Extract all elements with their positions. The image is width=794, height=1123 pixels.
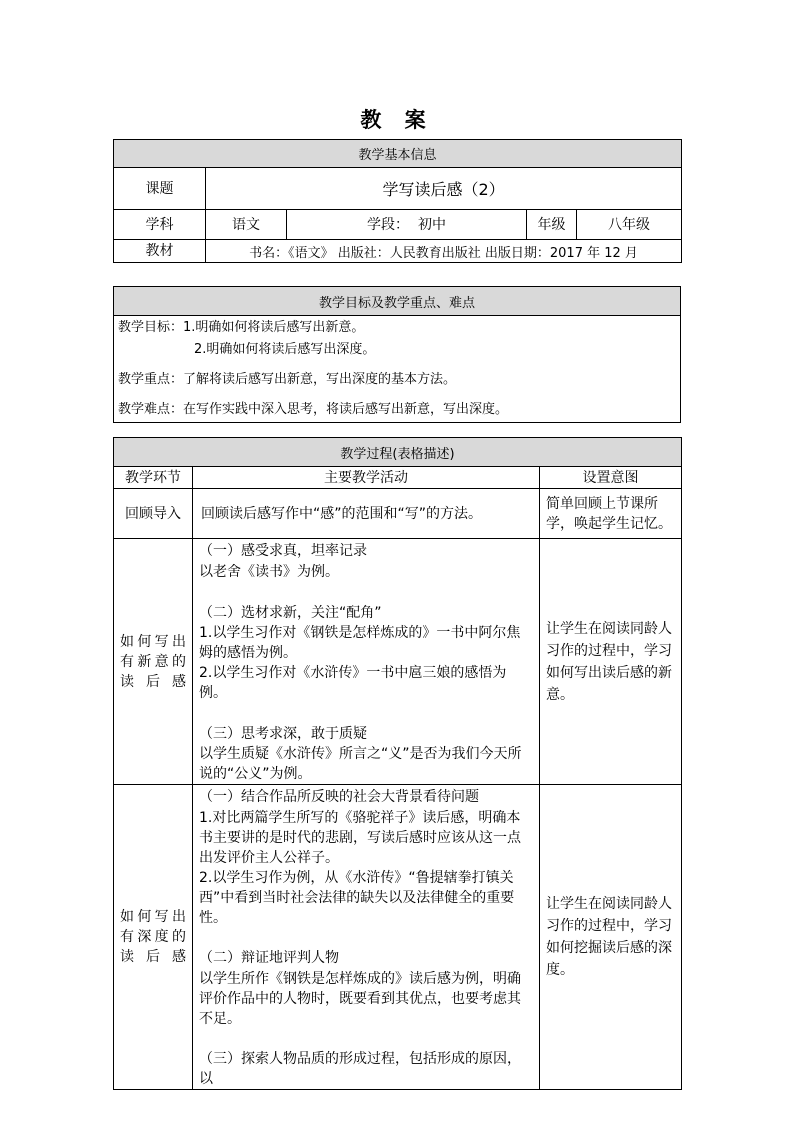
subject-value: 语文 xyxy=(206,210,287,240)
col-intent-header: 设置意图 xyxy=(540,467,682,489)
activity-line: 1.对比两篇学生所写的《骆驼祥子》读后感，明确本书主要讲的是时代的悲剧，写读后感时应该从这一点出发评价主人公祥子。 xyxy=(199,809,521,866)
activity-line: 2.以学生习作为例，从《水浒传》“鲁提辖拳打镇关西”中看到当时社会法律的缺失以及法律健全的重要性。 xyxy=(199,869,515,926)
activity-line: （三）思考求深，敢于质疑 xyxy=(199,725,367,742)
activity-cell: 回顾读后感写作中“感”的范围和“写”的方法。 xyxy=(193,489,540,539)
activity-line: 以老舍《读书》为例。 xyxy=(199,563,339,580)
key-point-line: 教学重点：了解将读后感写出新意，写出深度的基本方法。 xyxy=(118,372,457,387)
subject-label: 学科 xyxy=(114,210,206,240)
activity-line: （三）探索人物品质的形成过程，包括形成的原因，以 xyxy=(199,1051,521,1087)
activity-line xyxy=(199,703,531,724)
table-row xyxy=(114,489,682,539)
activity-line: （二）辩证地评判人物 xyxy=(199,950,339,966)
textbook-label: 教材 xyxy=(114,240,206,263)
activity-line: 2.以学生习作对《水浒传》一书中扈三娘的感悟为例。 xyxy=(199,665,507,701)
intent-cell: 简单回顾上节课所学，唤起学生记忆。 xyxy=(540,489,682,539)
col-activity-header: 主要教学活动 xyxy=(193,467,540,489)
activity-line xyxy=(199,582,531,603)
process-table xyxy=(113,437,682,1090)
activity-line xyxy=(199,928,531,949)
table-row xyxy=(114,785,682,1090)
intent-cell: 让学生在阅读同龄人习作的过程中，学习如何挖掘读后感的深度。 xyxy=(540,785,682,1090)
basic-info-header: 教学基本信息 xyxy=(114,140,682,168)
intent-cell: 让学生在阅读同龄人习作的过程中，学习如何写出读后感的新意。 xyxy=(540,539,682,785)
activity-cell xyxy=(193,539,540,785)
activity-cell xyxy=(193,785,540,1090)
objective-line-2: 2.明确如何将读后感写出深度。 xyxy=(194,342,376,357)
basic-info-table xyxy=(113,139,682,263)
activity-line: 以学生质疑《水浒传》所言之“义”是否为我们今天所说的“公义”为例。 xyxy=(199,746,522,782)
goals-header: 教学目标及教学重点、难点 xyxy=(114,287,681,316)
topic-value: 学写读后感（2） xyxy=(206,168,682,210)
document-title: 教 案 xyxy=(360,108,434,132)
textbook-value: 书名：《语文》 出版社：人民教育出版社 出版日期：2017 年 12 月 xyxy=(206,240,682,263)
goals-table xyxy=(113,286,681,423)
activity-line: （二）选材求新，关注“配角” xyxy=(199,604,382,621)
stage-value: 初中 xyxy=(417,216,446,233)
topic-label: 课题 xyxy=(114,168,206,210)
objective-line-1: 教学目标：1.明确如何将读后感写出新意。 xyxy=(118,320,365,335)
col-stage-header: 教学环节 xyxy=(114,467,193,489)
goals-content xyxy=(114,316,681,423)
stage-cell: 如何写出有深度的读后感 xyxy=(114,785,193,1090)
difficulty-line: 教学难点：在写作实践中深入思考，将读后感写出新意，写出深度。 xyxy=(118,402,509,417)
activity-line: （一）感受求真，坦率记录 xyxy=(199,543,367,559)
table-row xyxy=(114,539,682,785)
activity-line xyxy=(199,1029,531,1050)
stage-cell: 如何写出有新意的读后感 xyxy=(114,539,193,785)
stage-label: 学段： xyxy=(367,216,410,233)
grade-value: 八年级 xyxy=(577,210,682,240)
stage-cell xyxy=(287,210,527,240)
activity-line: （一）结合作品所反映的社会大背景看待问题 xyxy=(199,789,479,805)
activity-line: 以学生所作《钢铁是怎样炼成的》读后感为例，明确评价作品中的人物时，既要看到其优点，也要考虑其不足。 xyxy=(199,970,521,1027)
activity-line: 1.以学生习作对《钢铁是怎样炼成的》一书中阿尔焦姆的感悟为例。 xyxy=(199,625,521,661)
stage-cell: 回顾导入 xyxy=(114,489,193,539)
process-header: 教学过程(表格描述) xyxy=(114,438,682,467)
grade-label: 年级 xyxy=(527,210,577,240)
